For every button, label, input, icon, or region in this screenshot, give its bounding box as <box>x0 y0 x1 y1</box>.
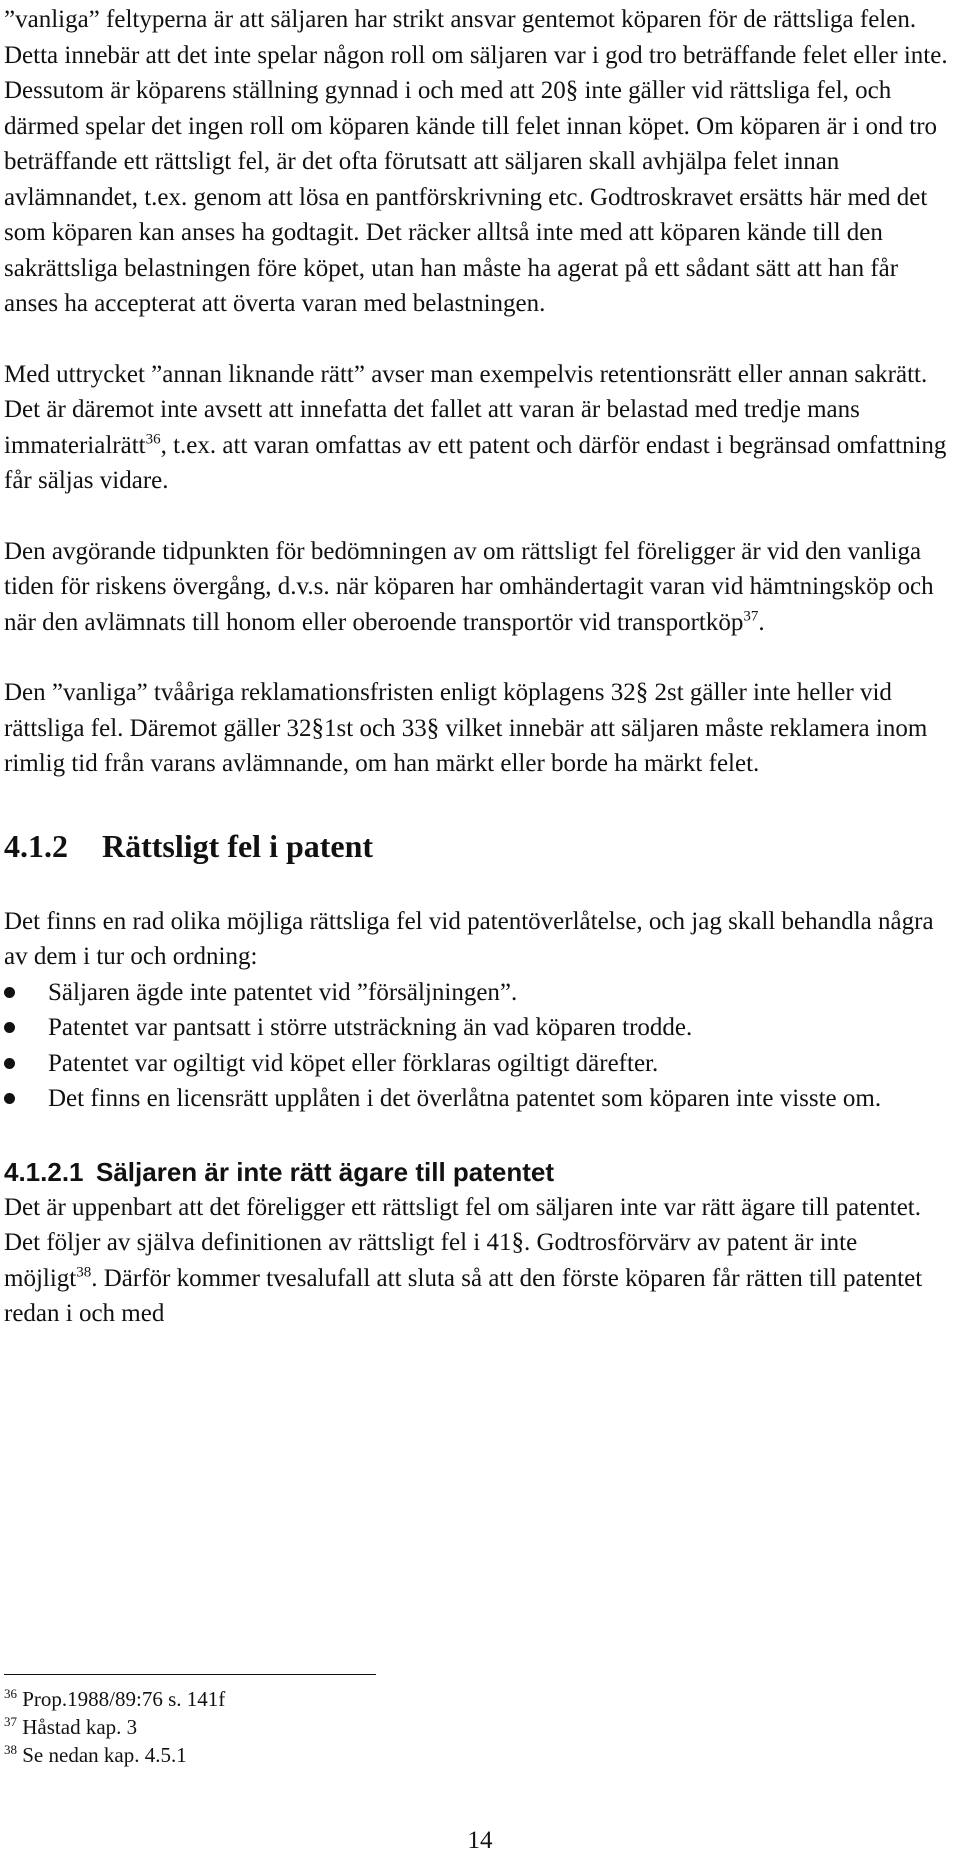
subsection-number: 4.1.2.1 <box>4 1156 84 1187</box>
footnote-text: Håstad kap. 3 <box>17 1715 138 1739</box>
subsection-heading <box>4 1154 956 1190</box>
paragraph-2-text: Med uttrycket ”annan liknande rätt” avser man exempelvis retentionsrätt eller annan sakrätt. Det är däremot inte avsett att innefatta det fallet att varan är belastad med tredje mans immaterialrätt <box>4 360 928 459</box>
paragraph-2 <box>4 357 956 499</box>
section-number: 4.1.2 <box>4 827 68 864</box>
footnotes <box>4 1685 225 1769</box>
list-item <box>4 975 956 1011</box>
body-text <box>4 2 956 1332</box>
paragraph-3 <box>4 534 956 641</box>
paragraph-1: ”vanliga” feltyperna är att säljaren har strikt ansvar gentemot köparen för de rättsliga felen. Detta innebär att det inte spelar någon roll om säljaren var i god tro beträffande felet eller inte. Dessutom är köparens ställning gynnad i och med att 20§ inte gäller vid rättsliga fel, och därmed spelar det ingen roll om köparen kände till felet innan köpet. Om köparen är i ond tro beträffande ett rättsligt fel, är det ofta förutsatt att säljaren skall avhjälpa felet innan avlämnandet, t.ex. genom att lösa en pantförskrivning etc. Godtroskravet ersätts här med det som köparen kan anses ha godtagit. Det räcker alltså inte med att köparen kände till den sakrättsliga belastningen före köpet, utan han måste ha agerat på ett sådant sätt att han får anses ha accepterat att överta varan med belastningen. <box>4 6 948 317</box>
footnote-38 <box>4 1741 225 1769</box>
section-intro: Det finns en rad olika möjliga rättsliga fel vid patentöverlåtelse, och jag skall behandla några av dem i tur och ordning: <box>4 907 934 970</box>
bullet-icon <box>4 1093 15 1104</box>
paragraph-3-text-cont: . <box>758 608 765 636</box>
paragraph-4: Den ”vanliga” tvååriga reklamationsfristen enligt köplagens 32§ 2st gäller inte heller vid rättsliga fel. Däremot gäller 32§1st och 33§ vilket innebär att säljaren måste reklamera inom rimlig tid från varans avlämnande, om han märkt eller borde ha märkt felet. <box>4 679 928 777</box>
list-item-text: Patentet var ogiltigt vid köpet eller förklaras ogiltigt därefter. <box>48 1049 659 1077</box>
section-title: Rättsligt fel i patent <box>102 827 374 864</box>
list-item <box>4 1081 956 1117</box>
footnote-ref-38[interactable]: 38 <box>76 1264 92 1281</box>
subsection-paragraph-text: Det är uppenbart att det föreligger ett rättsligt fel om säljaren inte var rätt ägare till patentet. Det följer av själva definitionen av rättsligt fel i 41§. Godtrosförvärv av patent är inte möjligt <box>4 1193 921 1292</box>
footnote-37 <box>4 1713 225 1741</box>
bullet-icon <box>4 987 15 998</box>
list-item <box>4 1046 956 1082</box>
paragraph-2-text-cont: , t.ex. att varan omfattas av ett patent och därför endast i begränsad omfattning får säljas vidare. <box>4 431 947 494</box>
subsection-paragraph <box>4 1190 956 1332</box>
subsection-paragraph-text-cont: . Därför kommer tvesalufall att sluta så att den förste köparen får rätten till patentet redan i och med <box>4 1264 923 1327</box>
page-number: 14 <box>467 1827 493 1854</box>
footnote-text: Se nedan kap. 4.5.1 <box>17 1743 187 1767</box>
bullet-icon <box>4 1022 15 1033</box>
list-item-text: Säljaren ägde inte patentet vid ”försäljningen”. <box>48 978 518 1006</box>
footnote-number: 37 <box>4 1714 17 1729</box>
footnote-text: Prop.1988/89:76 s. 141f <box>17 1687 226 1711</box>
footnote-number: 36 <box>4 1686 17 1701</box>
paragraph-3-text: Den avgörande tidpunkten för bedömningen av om rättsligt fel föreligger är vid den vanliga tiden för riskens övergång, d.v.s. när köparen har omhändertagit varan vid hämtningsköp och när den avlämnats till honom eller oberoende transportör vid transportköp <box>4 537 934 636</box>
footnote-ref-37[interactable]: 37 <box>743 608 759 625</box>
list-item <box>4 1010 956 1046</box>
list-item-text: Det finns en licensrätt upplåten i det överlåtna patentet som köparen inte visste om. <box>48 1085 882 1112</box>
subsection-title: Säljaren är inte rätt ägare till patentet <box>96 1156 555 1187</box>
footnote-36 <box>4 1685 225 1713</box>
section-heading <box>4 826 956 866</box>
list-item-text: Patentet var pantsatt i större utsträckning än vad köparen trodde. <box>48 1014 693 1041</box>
bullet-icon <box>4 1058 15 1069</box>
footnote-ref-36[interactable]: 36 <box>145 431 161 448</box>
bullet-list <box>4 975 956 1117</box>
footnote-number: 38 <box>4 1742 17 1757</box>
footnote-divider <box>4 1674 376 1675</box>
